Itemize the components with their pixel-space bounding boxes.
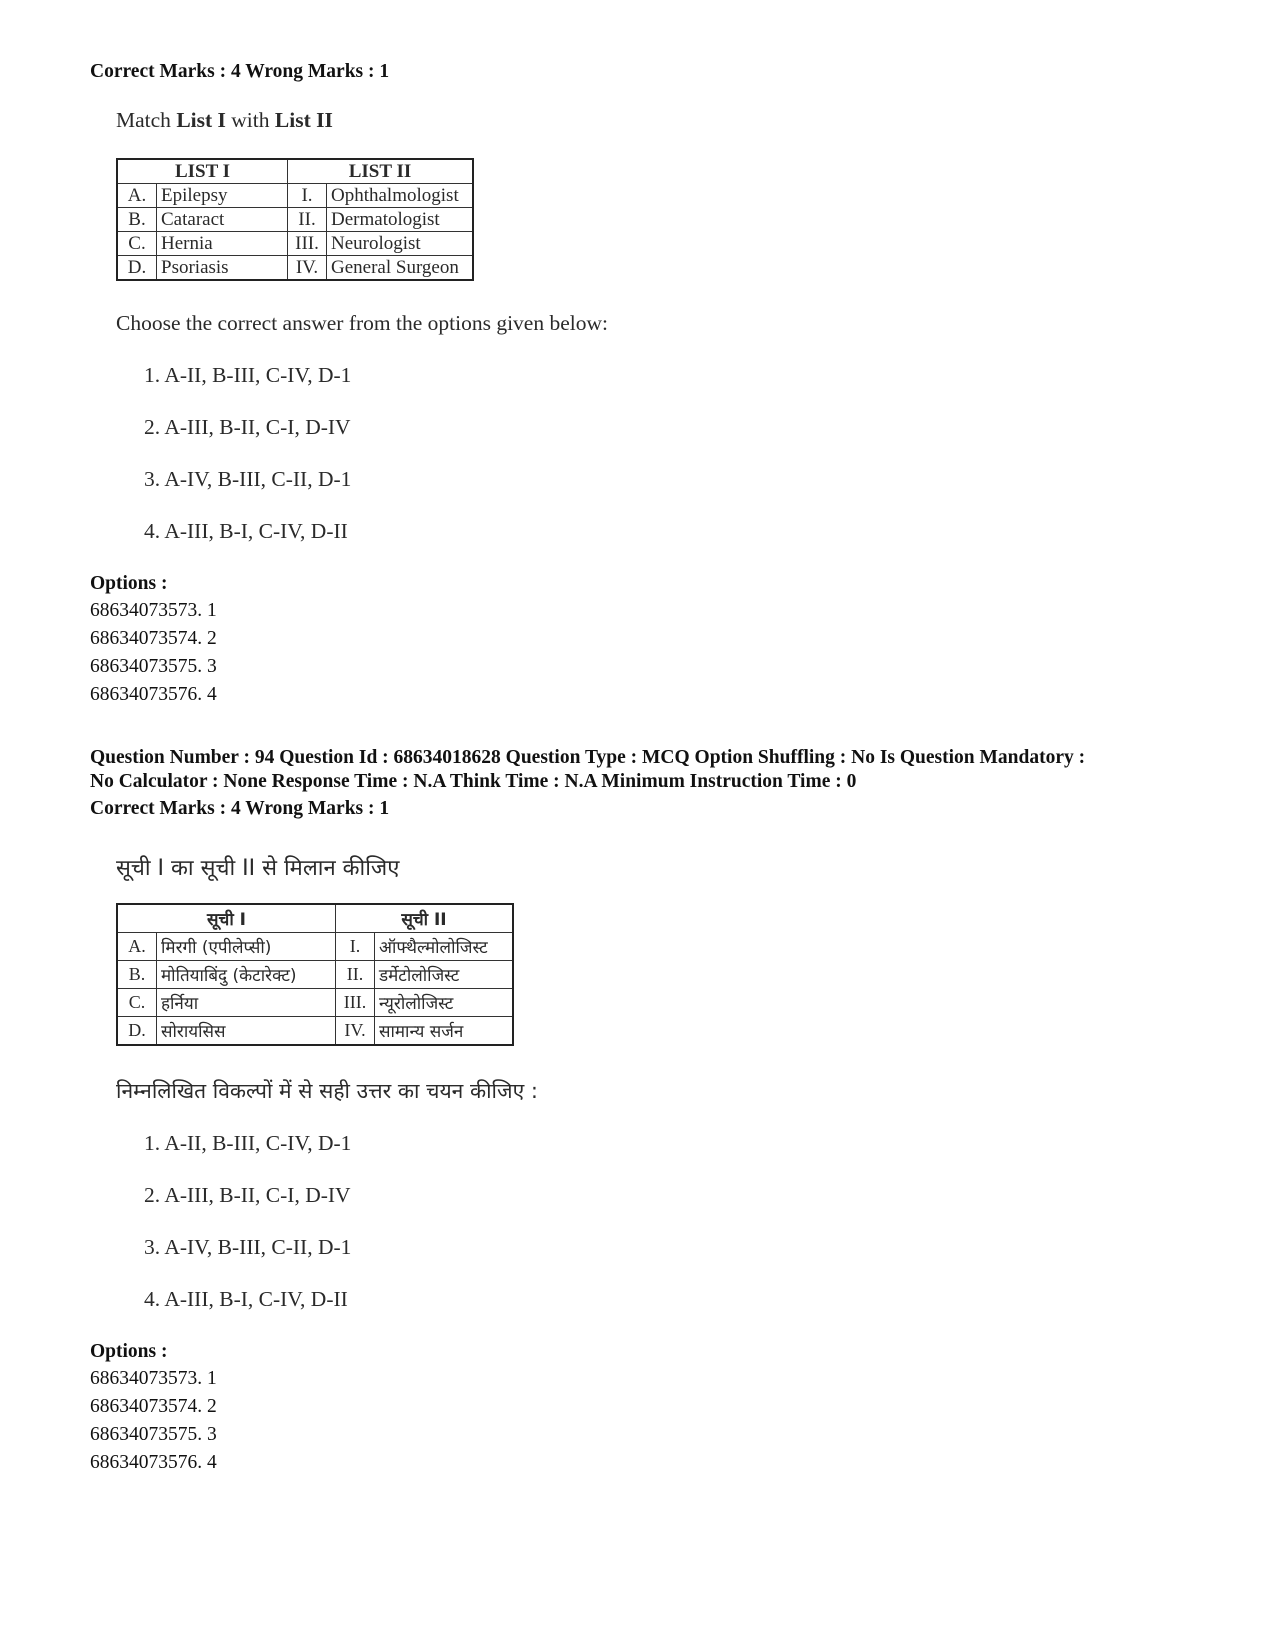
- table-cell: मोतियाबिंदु (केटारेक्ट): [157, 961, 336, 989]
- q94-answer-3: 3. A-IV, B-III, C-II, D-1: [144, 1235, 352, 1259]
- table-row: [117, 208, 473, 232]
- table-cell: B.: [117, 208, 157, 232]
- q94-meta-line-2: No Calculator : None Response Time : N.A Think Time : N.A Minimum Instruction Time : 0: [90, 771, 857, 792]
- table-row: [117, 961, 513, 989]
- table-cell: ऑफ्थैल्मोलोजिस्ट: [375, 933, 514, 961]
- q93-options-label: Options :: [90, 573, 168, 594]
- table-cell: Cataract: [157, 208, 288, 232]
- table-cell: डर्मेटोलोजिस्ट: [375, 961, 514, 989]
- q93-prompt: Match List I with List II: [116, 108, 333, 132]
- q93-answer-4: 4. A-III, B-I, C-IV, D-II: [144, 519, 348, 543]
- q94-list2-header: सूची II: [336, 904, 514, 933]
- q94-marks: Correct Marks : 4 Wrong Marks : 1: [90, 798, 390, 819]
- table-cell: न्यूरोलोजिस्ट: [375, 989, 514, 1017]
- table-cell: सोरायसिस: [157, 1017, 336, 1046]
- table-cell: III.: [336, 989, 375, 1017]
- table-cell: सामान्य सर्जन: [375, 1017, 514, 1046]
- table-cell: C.: [117, 989, 157, 1017]
- q93-answer-2: 2. A-III, B-II, C-I, D-IV: [144, 415, 351, 439]
- q93-match-table: [116, 158, 474, 281]
- table-cell: B.: [117, 961, 157, 989]
- q93-option-3: 68634073575. 3: [90, 656, 217, 677]
- q94-option-3: 68634073575. 3: [90, 1424, 217, 1445]
- q93-answer-3: 3. A-IV, B-III, C-II, D-1: [144, 467, 352, 491]
- q94-match-table: [116, 903, 514, 1046]
- table-cell: Hernia: [157, 232, 288, 256]
- table-cell: IV.: [336, 1017, 375, 1046]
- q94-meta-line-1: Question Number : 94 Question Id : 68634018628 Question Type : MCQ Option Shuffling : No Is Question Mandatory :: [90, 747, 1086, 768]
- q93-option-4: 68634073576. 4: [90, 684, 217, 705]
- table-cell: हर्निया: [157, 989, 336, 1017]
- table-cell: C.: [117, 232, 157, 256]
- table-cell: Ophthalmologist: [327, 184, 474, 208]
- table-cell: D.: [117, 256, 157, 281]
- table-cell: General Surgeon: [327, 256, 474, 281]
- table-cell: Dermatologist: [327, 208, 474, 232]
- q93-choose-instruction: Choose the correct answer from the options given below:: [116, 311, 608, 335]
- table-cell: मिरगी (एपीलेप्सी): [157, 933, 336, 961]
- q93-answer-1: 1. A-II, B-III, C-IV, D-1: [144, 363, 352, 387]
- table-cell: Psoriasis: [157, 256, 288, 281]
- table-cell: I.: [336, 933, 375, 961]
- table-cell: A.: [117, 184, 157, 208]
- q93-list2-header: LIST II: [288, 159, 474, 184]
- table-cell: III.: [288, 232, 327, 256]
- q94-options-label: Options :: [90, 1341, 168, 1362]
- q94-choose-instruction: निम्नलिखित विकल्पों में से सही उत्तर का चयन कीजिए :: [116, 1079, 538, 1103]
- table-row: [117, 1017, 513, 1046]
- table-row: [117, 933, 513, 961]
- q94-option-2: 68634073574. 2: [90, 1396, 217, 1417]
- table-cell: IV.: [288, 256, 327, 281]
- q94-prompt: सूची I का सूची II से मिलान कीजिए: [116, 856, 400, 881]
- table-cell: Neurologist: [327, 232, 474, 256]
- q94-option-4: 68634073576. 4: [90, 1452, 217, 1473]
- table-cell: II.: [336, 961, 375, 989]
- q94-answer-1: 1. A-II, B-III, C-IV, D-1: [144, 1131, 352, 1155]
- table-row: [117, 256, 473, 281]
- table-cell: II.: [288, 208, 327, 232]
- q94-list1-header: सूची I: [117, 904, 336, 933]
- q94-answer-2: 2. A-III, B-II, C-I, D-IV: [144, 1183, 351, 1207]
- q94-option-1: 68634073573. 1: [90, 1368, 217, 1389]
- q93-option-1: 68634073573. 1: [90, 600, 217, 621]
- q93-list1-header: LIST I: [117, 159, 288, 184]
- table-row: [117, 232, 473, 256]
- table-cell: I.: [288, 184, 327, 208]
- table-row: [117, 184, 473, 208]
- table-cell: D.: [117, 1017, 157, 1046]
- q93-marks: Correct Marks : 4 Wrong Marks : 1: [90, 61, 390, 82]
- q94-answer-4: 4. A-III, B-I, C-IV, D-II: [144, 1287, 348, 1311]
- table-cell: A.: [117, 933, 157, 961]
- table-cell: Epilepsy: [157, 184, 288, 208]
- table-row: [117, 989, 513, 1017]
- q93-option-2: 68634073574. 2: [90, 628, 217, 649]
